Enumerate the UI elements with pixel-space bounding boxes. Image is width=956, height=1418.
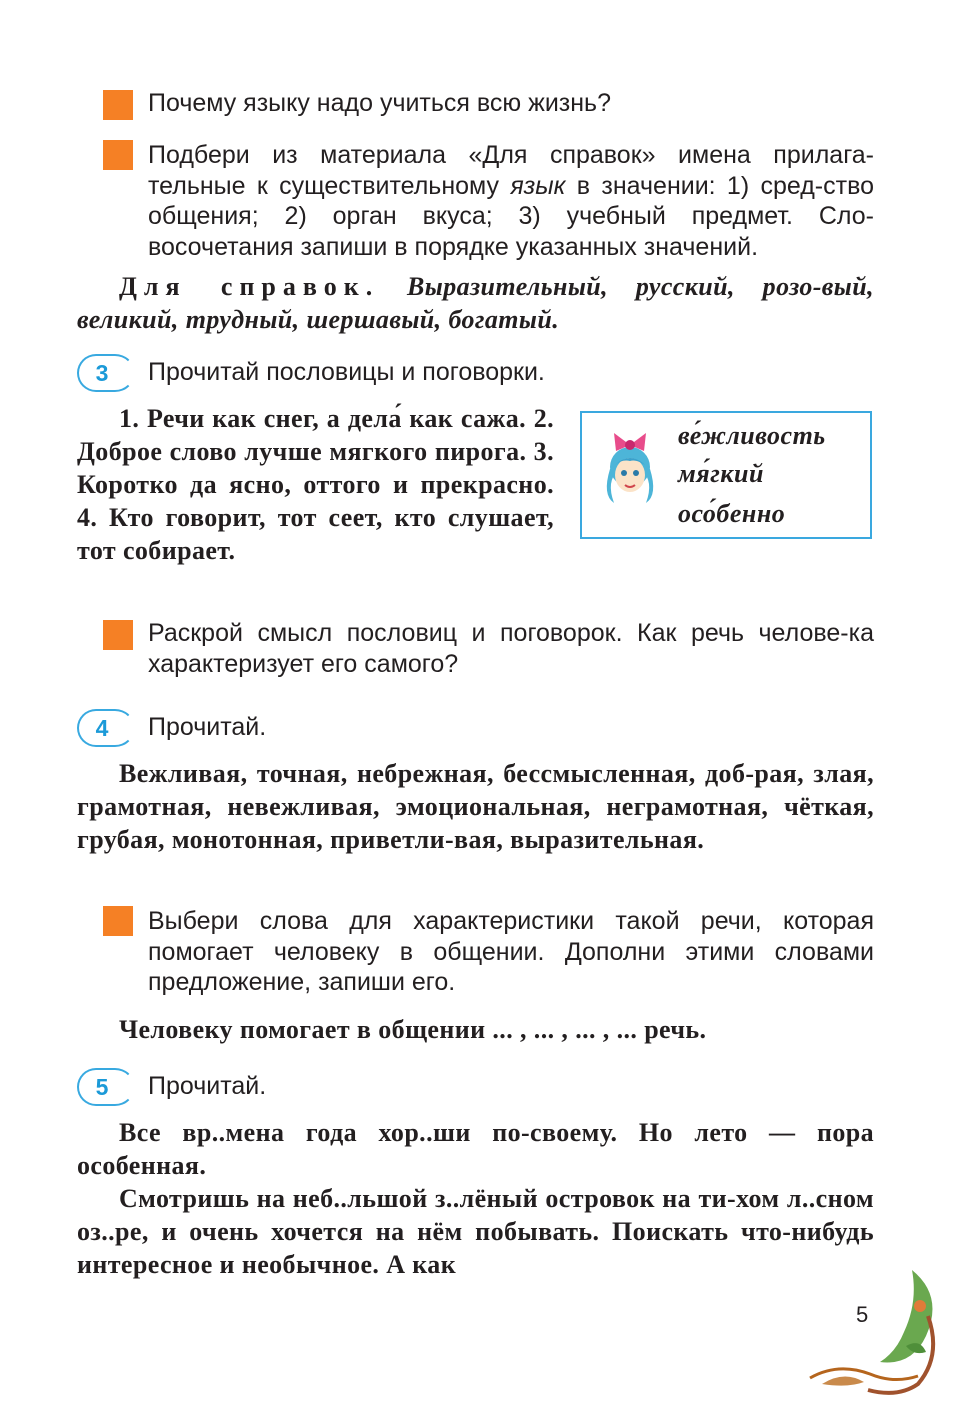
question-2	[148, 140, 874, 262]
reference-list: Выразительный, русский, розо-вый, великий, трудный, шершавый, богатый.	[77, 272, 874, 334]
exercise-heading: Прочитай пословицы и поговорки.	[148, 358, 545, 386]
vocab-word: осо́бенно	[678, 499, 786, 528]
exercise-heading: Прочитай.	[148, 713, 267, 741]
exercise-5-paragraph-1: Все вр..мена года хор..ши по-своему. Но лето — пора особенная.	[77, 1118, 874, 1180]
corner-ornament-icon	[808, 1266, 948, 1398]
exercise-number: 5	[77, 1068, 135, 1106]
page-number: 5	[856, 1302, 869, 1327]
question-1: Почему языку надо учиться всю жизнь?	[148, 89, 611, 117]
reference-label: Для справок.	[119, 272, 380, 301]
question-2-part-b: в значении: 1) сред-ство общения; 2) орган вкуса; 3) учебный предмет. Сло-восочетания запиши в порядке указанных значений.	[148, 171, 874, 261]
fill-in-sentence: Человеку помогает в общении ... , ... , ... , ... речь.	[119, 1015, 707, 1044]
vocab-word: ве́жливость	[678, 421, 826, 450]
exercise-3-task: Раскрой смысл пословиц и поговорок. Как речь челове-ка характеризует его самого?	[148, 619, 874, 678]
vocabulary-box	[580, 411, 872, 539]
exercise-number: 3	[77, 354, 135, 392]
adjectives-text: Вежливая, точная, небрежная, бессмысленная, доб-рая, злая, грамотная, невежливая, эмоциональная, неграмотная, чёткая, грубая, монотонная, приветли-вая, выразительная.	[77, 759, 874, 854]
exercise-heading: Прочитай.	[148, 1072, 267, 1100]
exercise-5-paragraph-2: Смотришь на неб..льшой з..лёный островок на ти-хом л..сном оз..ре, и очень хочется на нём побывать. Поискать что-нибудь интересное и необычное. А как	[77, 1184, 874, 1279]
girl-icon	[596, 425, 664, 505]
question-2-part-a: Подбери из материала «Для справок» имена прилага-тельные к существительному	[148, 141, 874, 200]
task-marker	[103, 90, 133, 120]
exercise-number: 4	[77, 709, 135, 747]
question-2-word: язык	[510, 171, 566, 200]
task-marker	[103, 140, 133, 170]
vocab-word: мя́гкий	[678, 459, 764, 488]
exercise-4-task: Выбери слова для характеристики такой речи, которая помогает человеку в общении. Дополни этими словами предложение, запиши его.	[148, 907, 874, 996]
proverbs-text: 1. Речи как снег, а дела́ как сажа. 2. Доброе слово лучше мягкого пирога. 3. Коротко да ясно, оттого и прекрасно. 4. Кто говорит, тот сеет, кто слушает, тот собирает.	[77, 404, 554, 565]
task-marker	[103, 620, 133, 650]
reference-words	[77, 270, 874, 336]
task-marker	[103, 906, 133, 936]
